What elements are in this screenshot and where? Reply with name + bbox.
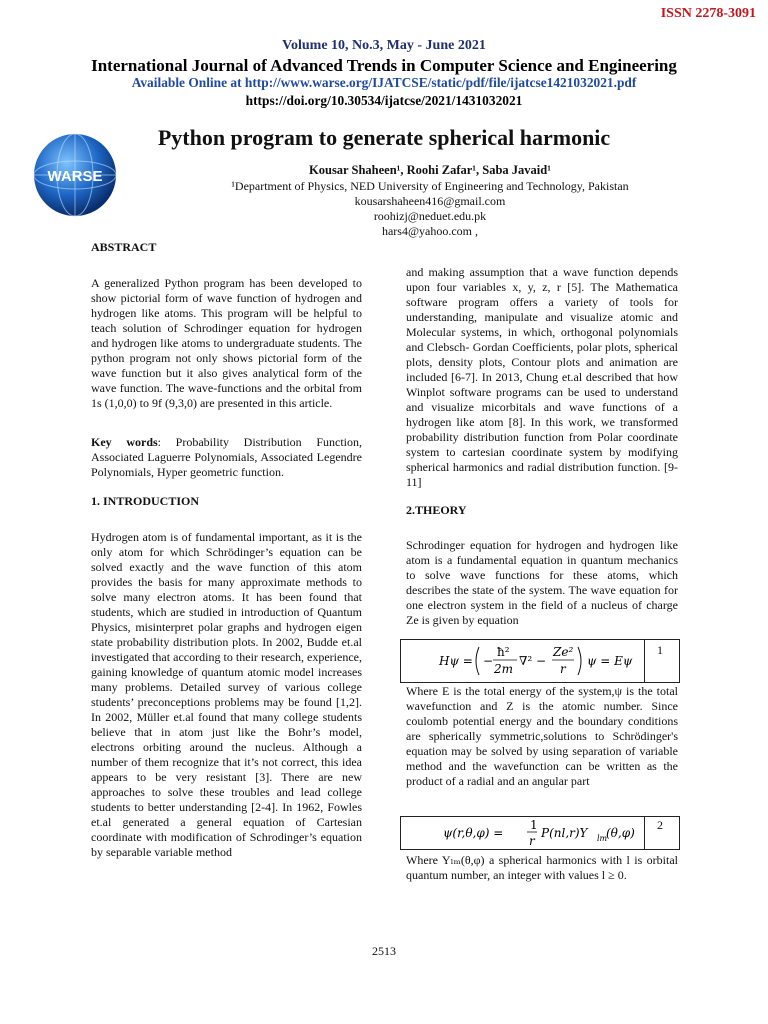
svg-text:1: 1 (530, 818, 538, 832)
abstract-heading: ABSTRACT (91, 240, 157, 254)
svg-text:−: − (483, 654, 494, 668)
svg-text:ħ²: ħ² (497, 645, 510, 659)
author-email[interactable]: hars4@yahoo.com , (381, 224, 479, 238)
svg-text:Ze²: Ze² (553, 645, 574, 659)
author-email[interactable]: kousarshaheen416@gmail.com (354, 194, 506, 208)
svg-text:Hψ =: Hψ = (439, 654, 473, 668)
keywords-text: : Probability Distribution Function, Associated Laguerre Polynomials, Associated Legendre Polynomials, Hyper geometric function. (91, 435, 362, 479)
equation-box-2 (400, 816, 680, 850)
theory-text-after-equation-1: Where E is the total energy of the system,ψ is the total wavefunction and Z is the atomic number. Since coulomb potential energy and the boundary conditions are spherically symmetric,solutions to Schrödinger's equation may be solved by using separation of variable method and the wavefunction can be written as the product of a radial and an angular part (406, 684, 678, 788)
author-email[interactable]: roohizj@neduet.edu.pk (373, 209, 487, 223)
theory-heading: 2.THEORY (406, 503, 467, 517)
equation-number-1: 1 (657, 643, 663, 657)
doi-link[interactable]: https://doi.org/10.30534/ijatcse/2021/1431032021 (245, 93, 523, 108)
svg-text:ψ = Eψ: ψ = Eψ (587, 654, 633, 668)
keywords-label: Key words (91, 435, 158, 449)
introduction-heading: 1. INTRODUCTION (91, 494, 200, 508)
svg-text:r: r (529, 834, 535, 848)
issn-label: ISSN 2278-3091 (660, 6, 756, 21)
svg-text:WARSE: WARSE (47, 168, 103, 185)
theory-text: Schrodinger equation for hydrogen and hydrogen like atom is a fundamental equation in quantum mechanics to solve wave functions for these atoms, which describes the state of the system. The wave equation for one electron system in the field of a nucleus of charge Ze is given by equation (406, 538, 678, 627)
svg-text:(θ,φ): (θ,φ) (606, 826, 635, 840)
svg-text:2m: 2m (494, 662, 514, 676)
wavefunction-separation-equation (437, 818, 642, 848)
paper-title: Python program to generate spherical harmonic (157, 125, 611, 150)
svg-text:lm: lm (597, 834, 608, 843)
keywords (91, 435, 362, 480)
schrodinger-equation (431, 642, 641, 680)
volume-info: Volume 10, No.3, May - June 2021 (282, 38, 486, 53)
svg-text:P(nl,r)Y: P(nl,r)Y (541, 826, 588, 840)
author-list: Kousar Shaheen¹, Roohi Zafar¹, Saba Javaid¹ (309, 163, 551, 177)
equation-number-2: 2 (657, 818, 663, 832)
equation-box-1 (400, 639, 680, 683)
available-online-link[interactable]: Available Online at http://www.warse.org/IJATCSE/static/pdf/file/ijatcse1421032021.pdf (131, 75, 637, 90)
theory-text-after-equation-2: Where Yₗₘ(θ,φ) a spherical harmonics with l is orbital quantum number, an integer with values l ≥ 0. (406, 853, 678, 882)
introduction-text: Hydrogen atom is of fundamental important, as it is the only atom for which Schrödinger’s equation can be solved exactly and the wave function of this atom provides the basis for many approximate methods to solve many electron atoms. It has been found that students, which are studied in introduction of Quantum Physics, misinterpret polar graphs and hydrogen eigen state probability distribution plots. In 2002, Budde et.al investigated that according to their research, experience, gaining knowledge of quantum atomic model increases many problems. Detailed survey of various college students’ preconceptions problems may be found [1,2]. In 2002, Müller et.al found that many college students believe that in atom just like the Bohr’s model, electrons orbiting around the nucleus. Although a number of them recognize that it’s not correct, this idea appears to be very resistant [3]. There are new approaches to solve these troubles and lead college students to better understanding [2-4]. In 1962, Fowles et.al generated a general equation of Cartesian coordinate with modification of Schrodinger’s equation by separable variable method (91, 530, 362, 859)
introduction-continued-text: and making assumption that a wave function depends upon four variables x, y, z, r [5]. The Mathematica software program offers a variety of tools for understanding, manipulate and visualize atomic and Molecular systems, in which, orthogonal polynomials and Clebsch- Gordan Coefficients, polar plots, spherical plots, density plots, Contour plots and animation are included [6-7]. In 2013, Chung et.al described that how Winplot software programs can be used to understand and visualize micorbitals and wave functions of a hydrogen like atom [8]. In this work, we transformed probability distribution function from Polar coordinate system to cartesian coordinate system by modifying spherical harmonics and radial distribution function. [9-11] (406, 265, 678, 489)
svg-text:ψ(r,θ,φ) =: ψ(r,θ,φ) = (443, 826, 504, 840)
page-number: 2513 (372, 944, 396, 958)
svg-text:r: r (560, 662, 566, 676)
svg-text:∇² −: ∇² − (519, 654, 547, 668)
journal-title: International Journal of Advanced Trends in Computer Science and Engineering (91, 56, 677, 75)
affiliation: ¹Department of Physics, NED University of Engineering and Technology, Pakistan (231, 179, 629, 193)
abstract-text: A generalized Python program has been developed to show pictorial form of wave function of hydrogen and hydrogen like atoms. This program will be helpful to teach solution of Schrodinger equation for hydrogen and hydrogen like atoms to undergraduate students. The python program not only shows pictorial form of the wave function but it also gives analytical form of the wave function. The wave-functions and the orbital from 1s (1,0,0) to 9f (9,3,0) are presented in this article. (91, 276, 362, 410)
